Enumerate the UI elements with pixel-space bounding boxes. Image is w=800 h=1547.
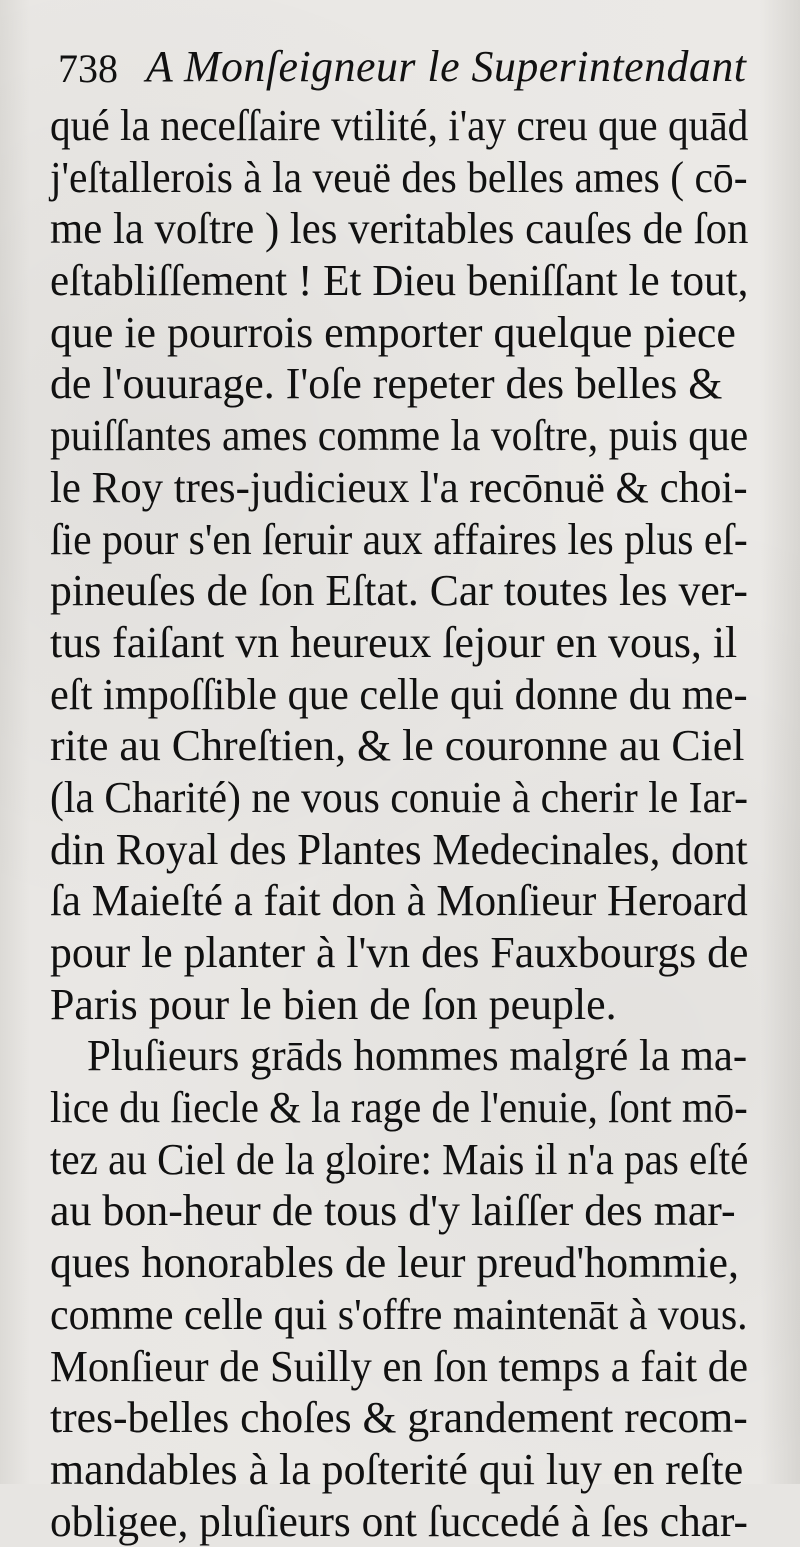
text-line: ſie pour s'en ſeruir aux affaires les plus eſ- (50, 514, 748, 564)
text-line: eſt impoſſible que celle qui donne du me- (50, 669, 748, 719)
text-line: qué la neceſſaire vtilité, i'ay creu que quād (50, 101, 749, 150)
body-text (50, 100, 750, 1547)
paragraph-start-line: Pluſieurs grāds hommes malgré la ma- (86, 1031, 748, 1081)
text-line: ſa Maieſté a fait don à Monſieur Heroard (50, 876, 748, 926)
text-line: que ie pourrois emporter quelque piece (50, 307, 736, 357)
page-header (58, 40, 748, 100)
text-line: obligee, pluſieurs ont ſuccedé à ſes char- (50, 1496, 748, 1546)
text-line: pour le planter à l'vn des Fauxbourgs de (50, 928, 749, 977)
text-line: rite au Chreſtien, & le couronne au Ciel (50, 721, 745, 771)
text-line: comme celle qui s'offre maintenāt à vous. (50, 1289, 748, 1339)
text-line: au bon-heur de tous d'y laiſſer des mar- (50, 1186, 736, 1236)
text-line: me la voſtre ) les veritables cauſes de ſon (50, 204, 749, 254)
text-line: (la Charité) ne vous conuie à cherir le Iar- (50, 772, 748, 822)
page-number: 738 (58, 46, 118, 91)
text-line: Monſieur de Suilly en ſon temps a fait de (50, 1341, 748, 1391)
text-line: pineuſes de ſon Eſtat. Car toutes les ver- (50, 566, 748, 616)
text-line: le Roy tres-judicieux l'a recōnuë & choi- (50, 462, 748, 512)
text-line: tez au Ciel de la gloire: Mais il n'a pas eſté (50, 1134, 749, 1184)
text-line: tres-belles choſes & grandement recom- (50, 1393, 748, 1443)
text-line: tus faiſant vn heureux ſejour en vous, il (50, 617, 738, 667)
text-line: eſtabliſſement ! Et Dieu beniſſant le tout, (50, 256, 749, 306)
text-line: din Royal des Plantes Medecinales, dont (50, 824, 748, 874)
running-title: A Monſeigneur le Superintendant (146, 42, 747, 91)
text-line: de l'ouurage. I'oſe repeter des belles & (50, 359, 723, 409)
text-line: ques honorables de leur preud'hommie, (50, 1238, 739, 1288)
text-line: lice du ſiecle & la rage de l'enuie, ſont mō- (50, 1083, 748, 1133)
text-line: Paris pour le bien de ſon peuple. (50, 979, 617, 1029)
text-line: j'eſtallerois à la veuë des belles ames ( cō- (50, 152, 748, 202)
text-line: mandables à la poſterité qui luy en reſte (50, 1444, 744, 1494)
text-line: puiſſantes ames comme la voſtre, puis que (50, 411, 749, 461)
